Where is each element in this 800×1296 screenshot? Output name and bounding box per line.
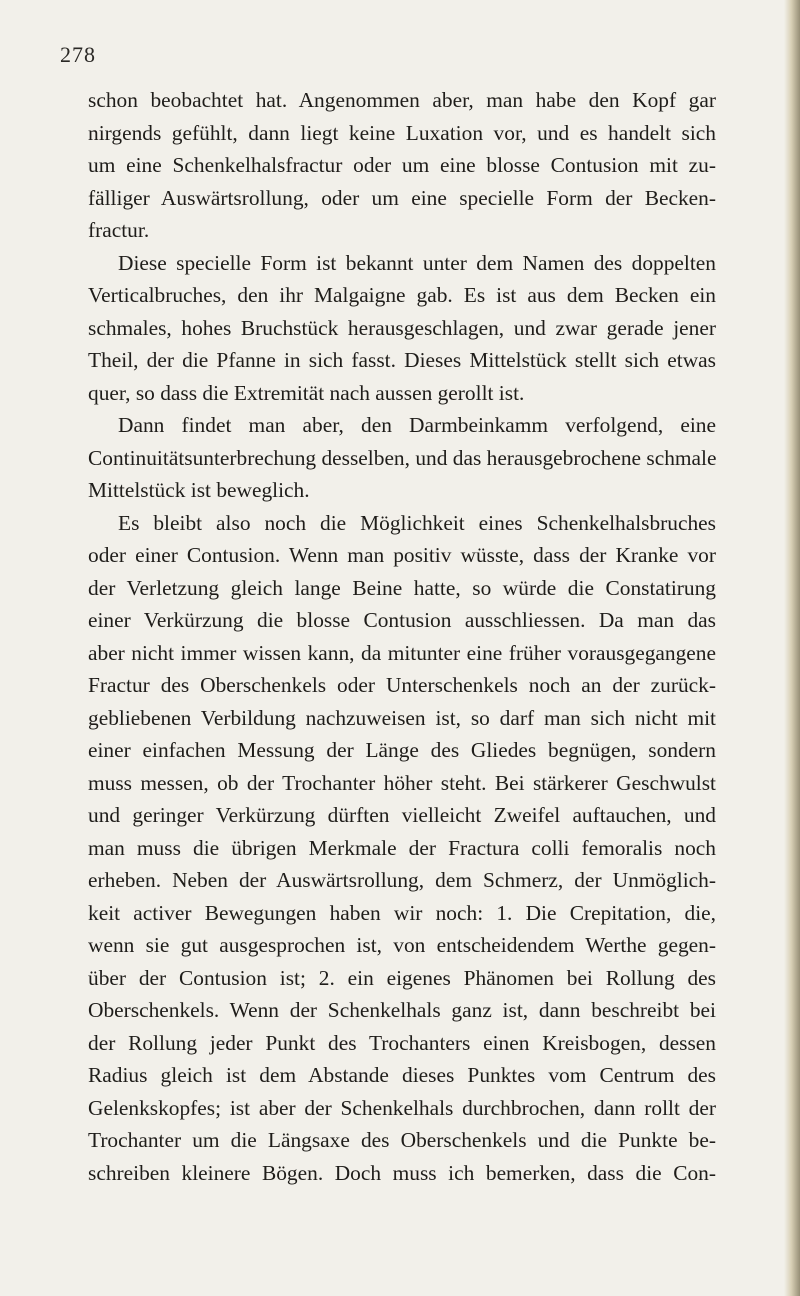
text-line: man muss die übrigen Merkmale der Fractura colli femoralis noch xyxy=(88,835,716,860)
text-line: der Rollung jeder Punkt des Trochanters einen Kreisbogen, dessen xyxy=(88,1030,716,1055)
text-line: Es bleibt also noch die Möglichkeit eines Schenkelhalsbruches xyxy=(118,510,716,535)
text-line: Continuitätsunterbrechung desselben, und das herausgebrochene schmale xyxy=(88,445,717,470)
text-line: schreiben kleinere Bögen. Doch muss ich bemerken, dass die Con- xyxy=(88,1160,716,1185)
text-line: über der Contusion ist; 2. ein eigenes Phänomen bei Rollung des xyxy=(88,965,716,990)
text-line: keit activer Bewegungen haben wir noch: 1. Die Crepitation, die, xyxy=(88,900,716,925)
text-line: erheben. Neben der Auswärtsrollung, dem Schmerz, der Unmöglich- xyxy=(88,868,716,892)
text-line: gebliebenen Verbildung nachzuweisen ist, so darf man sich nicht mit xyxy=(88,705,716,730)
text-line: einer einfachen Messung der Länge des Gliedes begnügen, sondern xyxy=(88,738,716,762)
text-line: Trochanter um die Längsaxe des Oberschenkels und die Punkte be- xyxy=(88,1128,716,1152)
text-line: quer, so dass die Extremität nach aussen gerollt ist. xyxy=(88,380,525,405)
page-number: 278 xyxy=(60,42,96,67)
text-line: Radius gleich ist dem Abstande dieses Punktes vom Centrum des xyxy=(88,1063,716,1087)
text-line: Diese specielle Form ist bekannt unter dem Namen des doppelten xyxy=(118,250,716,275)
page-edge-shadow xyxy=(784,0,800,1296)
text-line: muss messen, ob der Trochanter höher steht. Bei stärkerer Geschwulst xyxy=(88,770,716,795)
text-line: schon beobachtet hat. Angenommen aber, man habe den Kopf gar xyxy=(88,88,716,112)
text-line: einer Verkürzung die blosse Contusion ausschliessen. Da man das xyxy=(88,608,716,632)
text-line: Gelenkskopfes; ist aber der Schenkelhals durchbrochen, dann rollt der xyxy=(88,1095,716,1120)
body-text xyxy=(88,84,716,1189)
text-line: schmales, hohes Bruchstück herausgeschlagen, und zwar gerade jener xyxy=(88,315,716,340)
text-line: Theil, der die Pfanne in sich fasst. Dieses Mittelstück stellt sich etwas xyxy=(88,348,716,372)
text-line: der Verletzung gleich lange Beine hatte, so würde die Constatirung xyxy=(88,575,716,600)
text-line: fractur. xyxy=(88,218,150,242)
text-line: Fractur des Oberschenkels oder Unterschenkels noch an der zurück- xyxy=(88,673,716,697)
text-line: nirgends gefühlt, dann liegt keine Luxation vor, und es handelt sich xyxy=(88,120,716,145)
text-line: oder einer Contusion. Wenn man positiv wüsste, dass der Kranke vor xyxy=(88,543,716,567)
text-line: Mittelstück ist beweglich. xyxy=(88,478,310,502)
text-line: aber nicht immer wissen kann, da mitunter eine früher vorausgegangene xyxy=(88,640,716,665)
text-line: Verticalbruches, den ihr Malgaigne gab. Es ist aus dem Becken ein xyxy=(88,283,716,307)
text-line: um eine Schenkelhalsfractur oder um eine blosse Contusion mit zu- xyxy=(88,153,716,177)
text-line: und geringer Verkürzung dürften vielleicht Zweifel auftauchen, und xyxy=(88,803,716,827)
text-line: wenn sie gut ausgesprochen ist, von entscheidendem Werthe gegen- xyxy=(88,933,716,957)
text-line: Dann findet man aber, den Darmbeinkamm verfolgend, eine xyxy=(118,413,716,437)
text-line: fälliger Auswärtsrollung, oder um eine specielle Form der Becken- xyxy=(88,185,716,210)
text-line: Oberschenkels. Wenn der Schenkelhals ganz ist, dann beschreibt bei xyxy=(88,998,716,1022)
